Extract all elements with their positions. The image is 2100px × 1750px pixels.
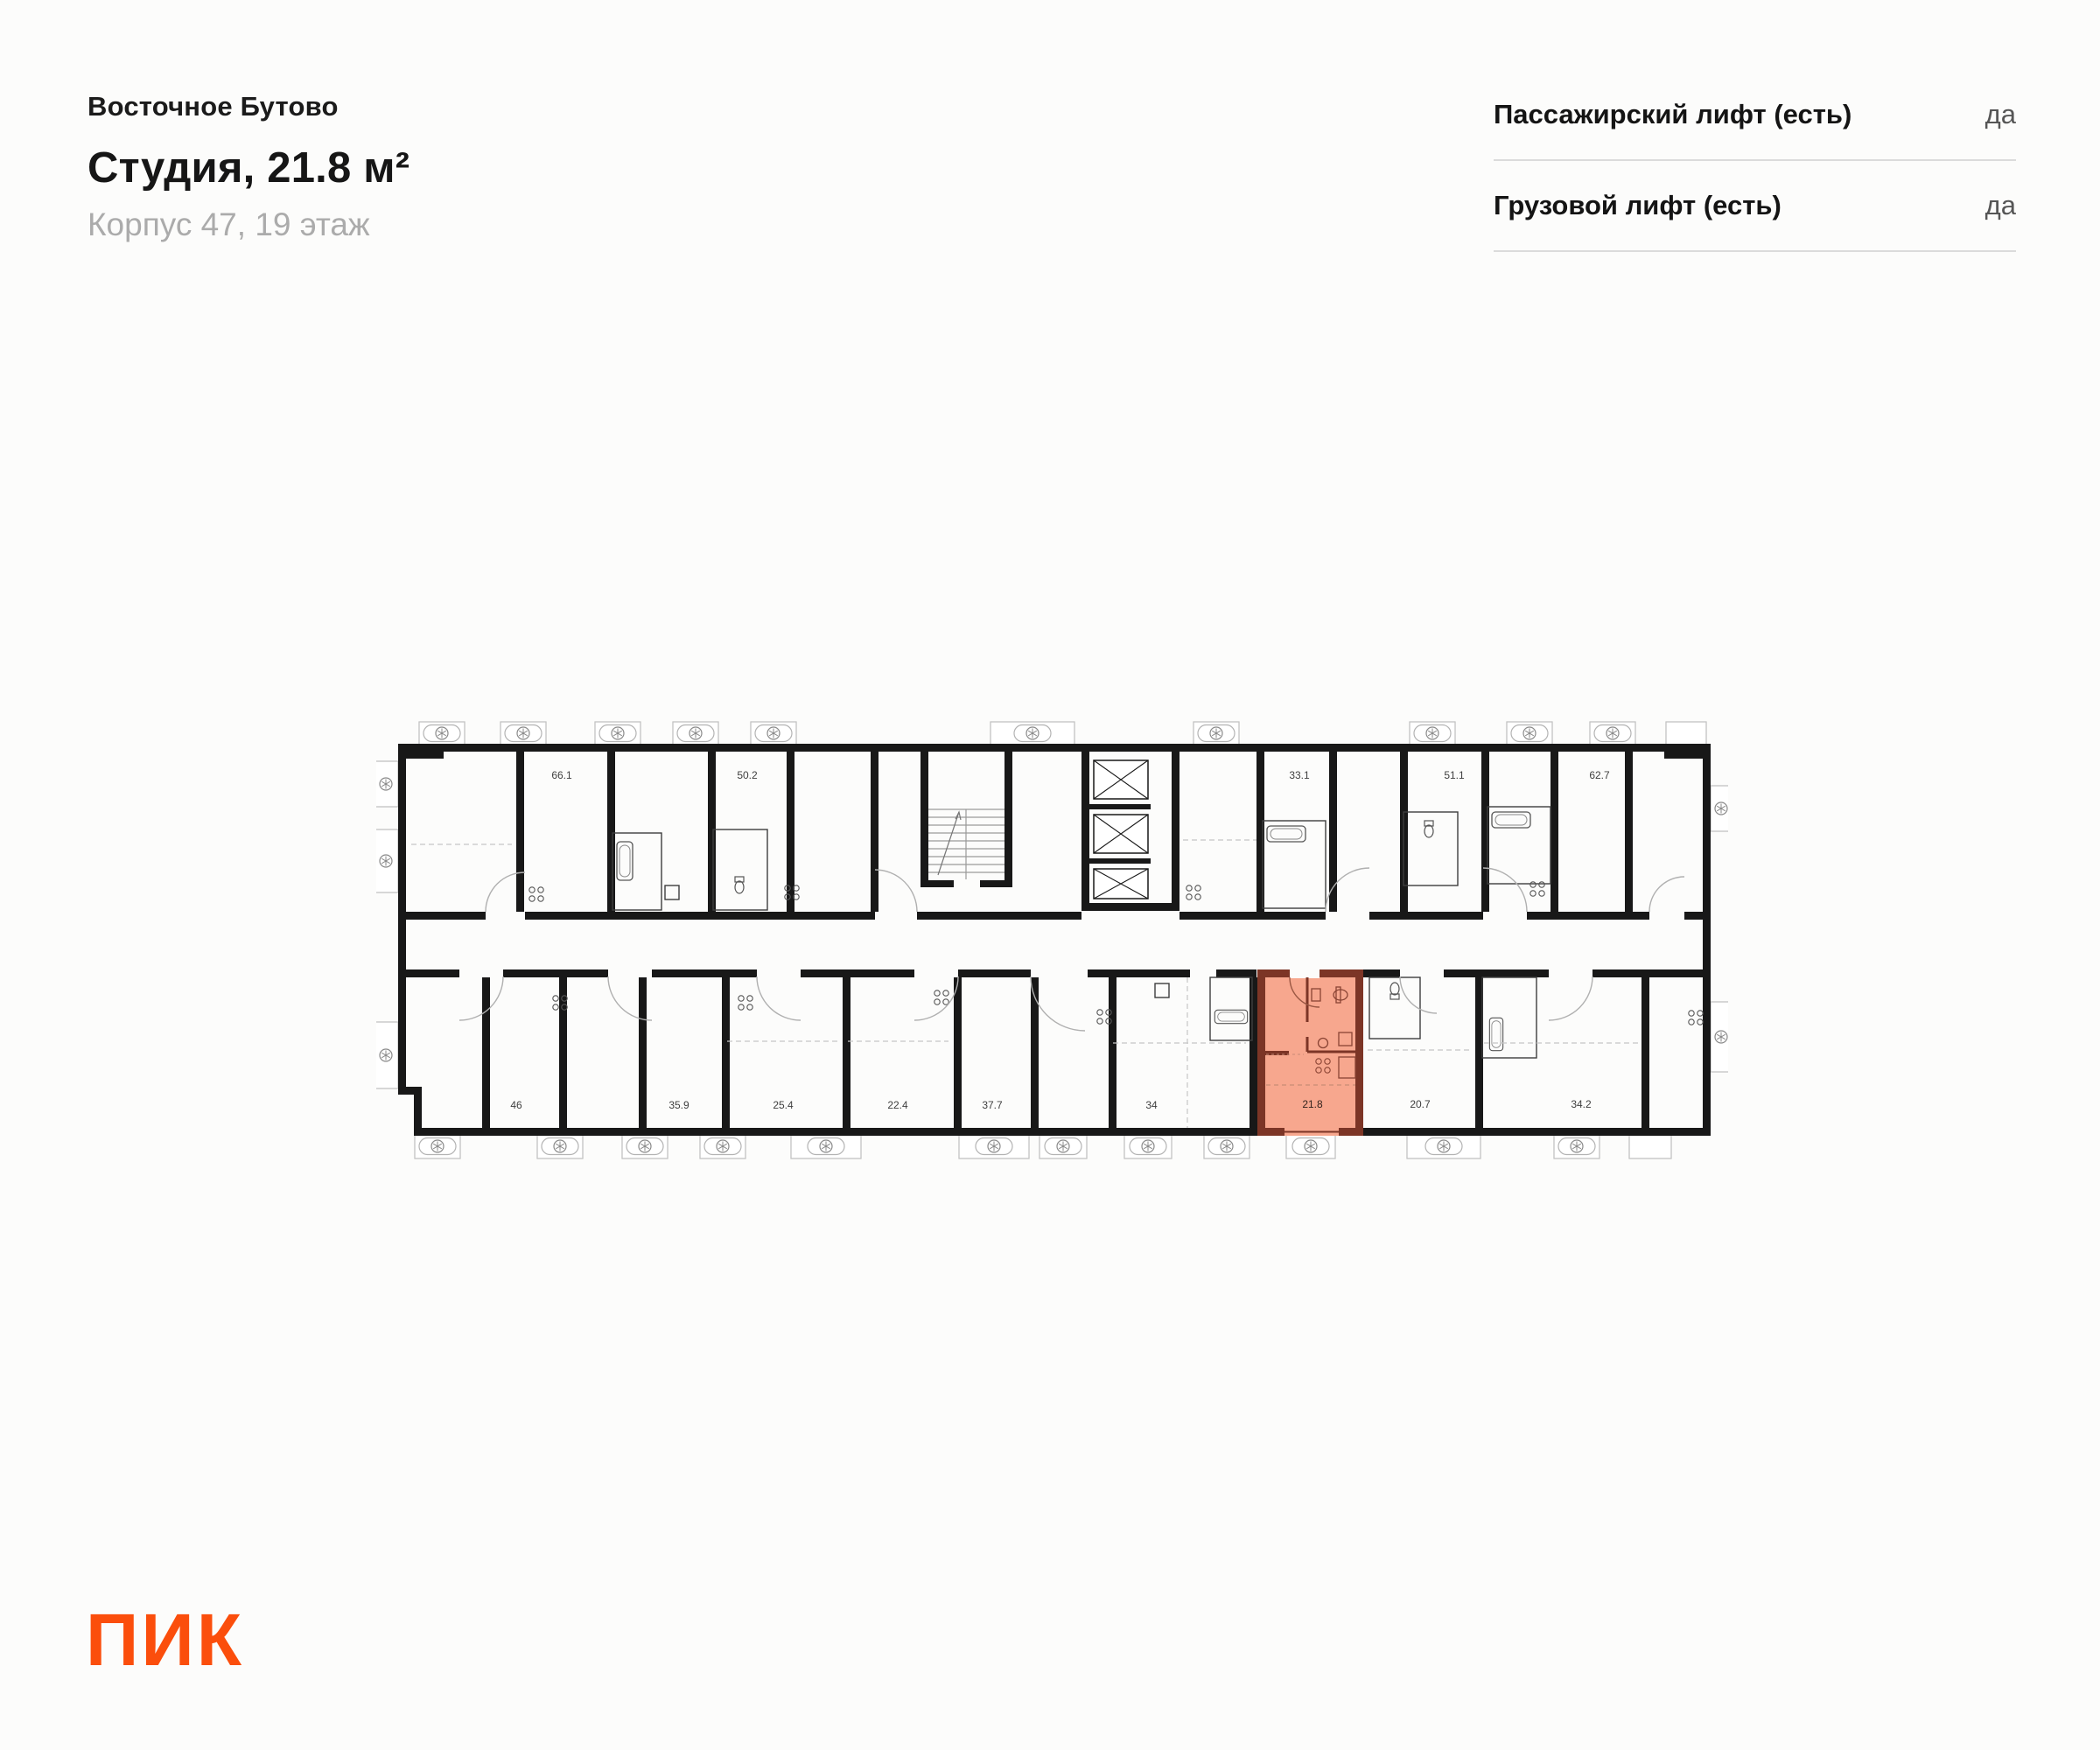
zone-dashes <box>411 840 1638 1128</box>
floor-plan <box>376 716 1728 1175</box>
cargo-lift-value: да <box>1984 190 2016 220</box>
page-title: Студия, 21.8 м² <box>88 144 410 192</box>
balcony-stubs <box>376 722 1728 1158</box>
unit-label: 34.2 <box>1571 1098 1592 1110</box>
lift-info-panel <box>1494 70 2016 252</box>
unit-label: 25.4 <box>773 1099 794 1111</box>
unit-area-labels <box>510 769 1610 1111</box>
unit-label: 62.7 <box>1589 769 1610 781</box>
unit-label: 34 <box>1145 1099 1158 1111</box>
unit-label: 66.1 <box>551 769 572 781</box>
fan-icons <box>380 725 1727 1155</box>
project-name: Восточное Бутово <box>88 91 339 122</box>
unit-label: 20.7 <box>1410 1098 1431 1110</box>
unit-label: 50.2 <box>737 769 758 781</box>
unit-label: 37.7 <box>982 1099 1003 1111</box>
info-row-passenger-lift <box>1494 70 2016 161</box>
staircase <box>928 809 1004 879</box>
highlighted-unit-area: 21.8 <box>1302 1098 1323 1110</box>
cargo-lift-label: Грузовой лифт (есть) <box>1494 190 1782 220</box>
elevator-shafts <box>1094 760 1148 899</box>
unit-label: 22.4 <box>887 1099 908 1111</box>
unit-label: 46 <box>510 1099 522 1111</box>
unit-label: 35.9 <box>668 1099 690 1111</box>
passenger-lift-label: Пассажирский лифт (есть) <box>1494 99 1852 130</box>
info-row-cargo-lift <box>1494 161 2016 252</box>
building-walls <box>398 744 1711 1136</box>
page-subtitle: Корпус 47, 19 этаж <box>88 206 370 242</box>
header <box>88 91 410 243</box>
unit-label: 33.1 <box>1289 769 1310 781</box>
pik-logo[interactable]: ПИК <box>86 1599 245 1681</box>
passenger-lift-value: да <box>1984 99 2016 130</box>
unit-label: 51.1 <box>1444 769 1465 781</box>
highlighted-unit[interactable] <box>1257 968 1363 1136</box>
